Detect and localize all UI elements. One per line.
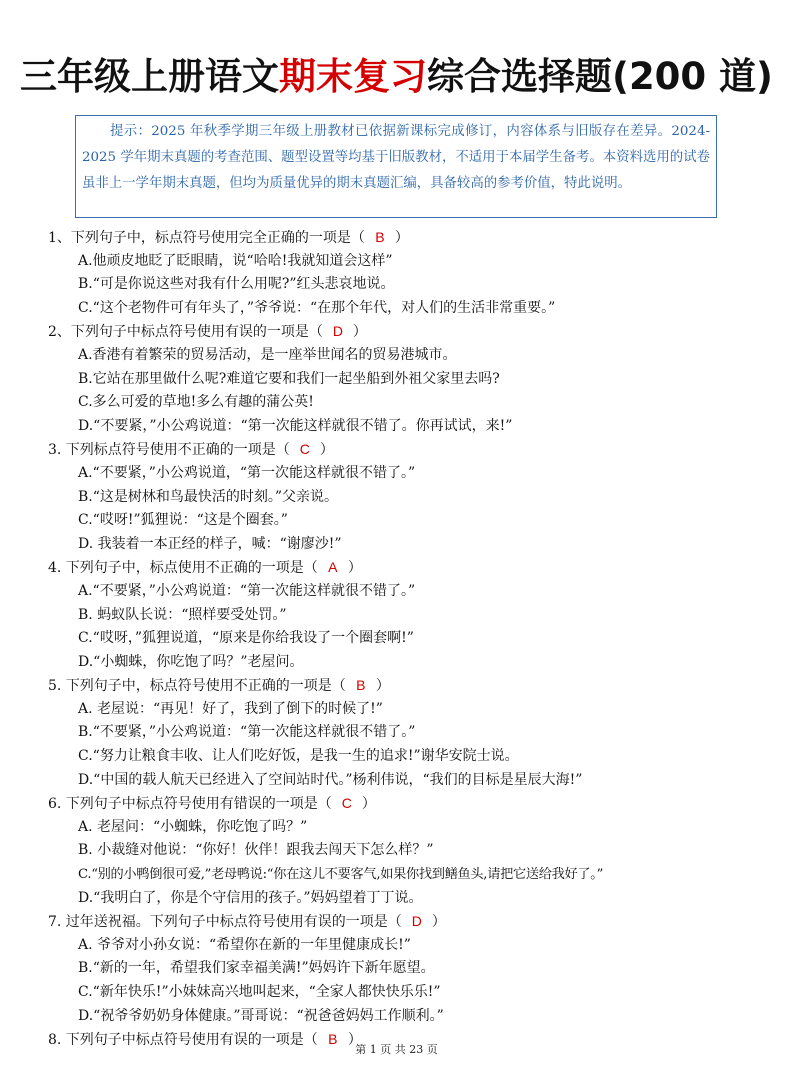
notice-box: 提示：2025 年秋季学期三年级上册教材已依据新课标完成修订，内容体系与旧版存在差异。2024-2025 学年期末真题的考查范围、题型设置等均基于旧版教材，不适用于本届学生备考。本资料选用的试卷虽非上一学年期末真题，但均为质量优异的期末真题汇编，具备较高的参考价值，特此说明。 xyxy=(75,115,717,218)
question-close-paren: ） xyxy=(394,230,409,246)
option-item: B.“可是你说这些对我有什么用呢?”红头悲哀地说。 xyxy=(78,276,395,293)
question-close-paren: ） xyxy=(375,678,390,695)
question-stem xyxy=(48,556,763,580)
title-accent: 期末复习 xyxy=(279,55,428,98)
question-stem xyxy=(48,910,763,934)
question-close-paren: ） xyxy=(352,324,367,341)
option-item: D. 我装着一本正经的样子，喊：“谢廖沙!” xyxy=(78,535,342,552)
answer-letter: B xyxy=(328,1031,338,1048)
question-stem xyxy=(48,226,763,250)
option-item: C.“别的小鸭倒很可爱,”老母鸭说:“你在这儿不要客气,如果你找到鳝鱼头,请把它送给我好了。” xyxy=(78,867,604,883)
option-item: B.“新的一年，希望我们家幸福美满!”妈妈许下新年愿望。 xyxy=(78,960,435,977)
question-stem xyxy=(48,320,763,344)
option-item: C.“哎呀!”狐狸说：“这是个圈套。” xyxy=(78,512,288,529)
answer-letter: B xyxy=(356,677,366,694)
question-text: 7. 过年送祝福。下列句子中标点符号使用有误的一项是（ xyxy=(48,914,402,931)
title-part1: 三年级上册语文 xyxy=(20,55,280,98)
question-text: 4. 下列句子中，标点使用不正确的一项是（ xyxy=(48,560,318,577)
answer-letter: D xyxy=(332,323,343,340)
option-item: D.“小蜘蛛，你吃饱了吗？”老屋问。 xyxy=(78,653,304,670)
option-item: B. 小裁缝对他说：“你好！伙伴！跟我去闯天下怎么样？” xyxy=(78,842,434,859)
option-item: C.“新年快乐!”小妹妹高兴地叫起来，“全家人都快快乐乐!” xyxy=(78,984,441,1000)
page-footer: 第 1 页 共 23 页 xyxy=(355,1043,438,1056)
answer-letter: A xyxy=(328,559,338,576)
option-item: B.它站在那里做什么呢?难道它要和我们一起坐船到外祖父家里去吗? xyxy=(78,370,500,387)
answer-letter: C xyxy=(299,441,310,458)
option-item: D.“中国的载人航天已经进入了空间站时代。”杨利伟说，“我们的目标是星辰大海!” xyxy=(78,771,583,788)
option-item: C.“这个老物件可有年头了，”爷爷说：“在那个年代，对人们的生活非常重要。” xyxy=(78,299,556,316)
option-item: C.“哎呀，”狐狸说道，“原来是你给我设了一个圈套啊!” xyxy=(78,630,414,647)
option-item: A.“不要紧，”小公鸡说道：“第一次能这样就很不错了。” xyxy=(78,582,416,599)
option-item: A.“不要紧，”小公鸡说道，“第一次能这样就很不错了。” xyxy=(78,464,416,481)
option-item: C.多么可爱的草地!多么有趣的蒲公英! xyxy=(78,394,314,411)
option-item: D.“不要紧，”小公鸡说道：“第一次能这样就很不错了。你再试试，来!” xyxy=(78,417,513,434)
title-part2: 综合选择题(200 道) xyxy=(427,55,773,98)
option-item: D.“我明白了，你是个守信用的孩子。”妈妈望着丁丁说。 xyxy=(78,889,423,906)
question-text: 2、下列句子中标点符号使用有误的一项是（ xyxy=(48,324,323,341)
option-item: A. 爷爷对小孙女说：“希望你在新的一年里健康成长!” xyxy=(78,936,411,953)
question-text: 8. 下列句子中标点符号使用有误的一项是（ xyxy=(48,1032,318,1049)
question-text: 1、下列句子中，标点符号使用完全正确的一项是（ xyxy=(48,230,365,246)
question-close-paren: ） xyxy=(431,914,446,931)
answer-letter: C xyxy=(341,795,352,812)
question-close-paren: ） xyxy=(347,560,362,577)
option-item: B. 蚂蚁队长说：“照样要受处罚。” xyxy=(78,606,287,623)
question-stem xyxy=(48,438,763,462)
question-close-paren: ） xyxy=(319,442,334,459)
question-list xyxy=(48,226,763,1052)
option-item: A. 老屋说：“再见！好了，我到了倒下的时候了!” xyxy=(78,700,383,717)
option-item: D.“祝爷爷奶奶身体健康。”哥哥说：“祝爸爸妈妈工作顺利。” xyxy=(78,1007,444,1024)
answer-letter: D xyxy=(411,913,422,930)
option-item: B.“这是树林和鸟最快活的时刻。”父亲说。 xyxy=(78,488,339,505)
option-item: A.他顽皮地眨了眨眼睛，说“哈哈!我就知道会这样” xyxy=(78,252,393,269)
question-text: 5. 下列句子中，标点符号使用不正确的一项是（ xyxy=(48,678,346,695)
answer-letter: B xyxy=(375,229,385,245)
question-stem xyxy=(48,674,763,698)
question-close-paren: ） xyxy=(361,796,376,813)
option-item: A.香港有着繁荣的贸易活动，是一座举世闻名的贸易港城市。 xyxy=(78,346,457,363)
question-text: 3. 下列标点符号使用不正确的一项是（ xyxy=(48,442,290,459)
option-item: B.“不要紧，”小公鸡说道：“第一次能这样就很不错了。” xyxy=(78,724,416,741)
page-title xyxy=(0,52,793,102)
option-item: C.“努力让粮食丰收、让人们吃好饭，是我一生的追求!”谢华安院士说。 xyxy=(78,748,519,765)
option-item: A. 老屋问：“小蜘蛛，你吃饱了吗？” xyxy=(78,818,308,835)
question-stem xyxy=(48,792,763,816)
question-text: 6. 下列句子中标点符号使用有错误的一项是（ xyxy=(48,796,332,813)
question-close-paren: ） xyxy=(347,1032,362,1049)
